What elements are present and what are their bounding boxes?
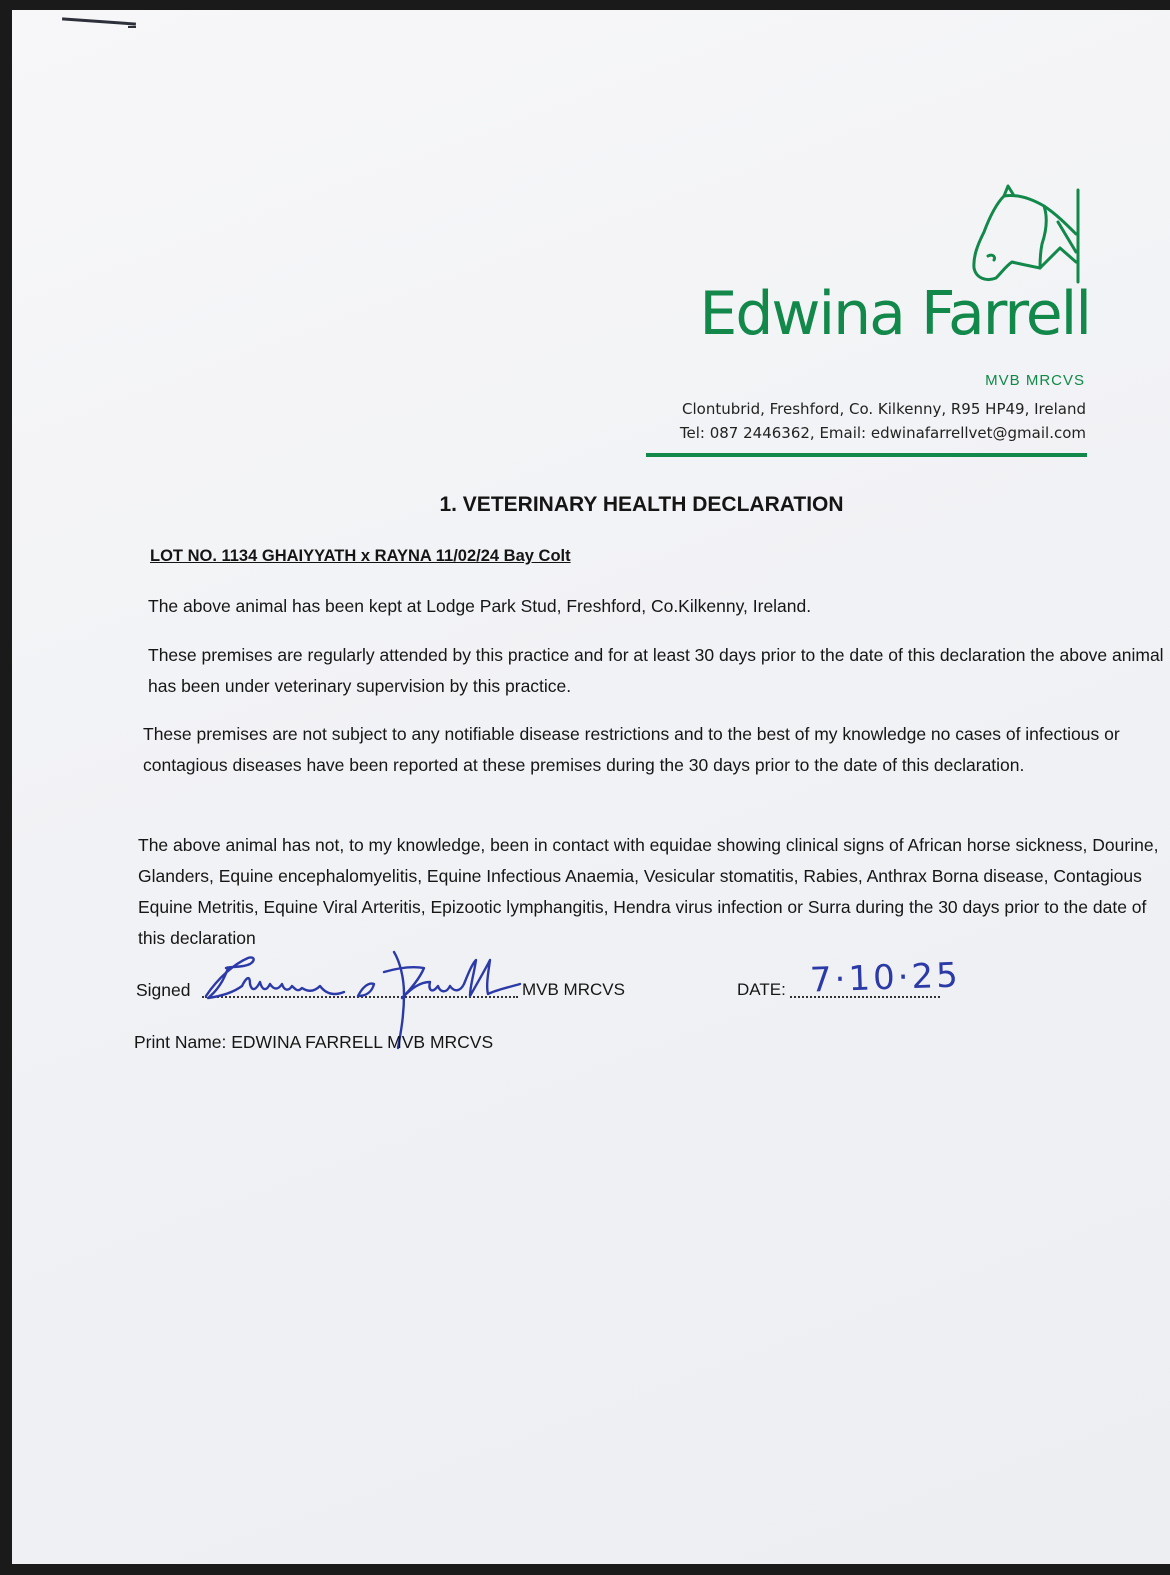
paragraph-location: The above animal has been kept at Lodge Park Stud, Freshford, Co.Kilkenny, Ireland. [148, 596, 812, 616]
date-label: DATE: [737, 980, 786, 999]
pen-stroke-tick [128, 26, 136, 28]
paragraph-supervision: These premises are regularly attended by this practice and for at least 30 days prior to the date of this declaration the above animal has been under veterinary supervision by this practice. [148, 645, 1164, 696]
signature-qualifications: MVB MRCVS [522, 980, 625, 999]
photo-edge [0, 1564, 1170, 1575]
practice-qualifications: MVB MRCVS [985, 372, 1085, 389]
handwritten-date: 7·10·25 [809, 955, 962, 1001]
print-name: Print Name: EDWINA FARRELL MVB MRCVS [134, 1032, 494, 1052]
practice-name: Edwina Farrell [699, 279, 1090, 349]
lot-heading: LOT NO. 1134 GHAIYYATH x RAYNA 11/02/24 Bay Colt [150, 547, 571, 565]
signed-label: Signed [136, 980, 191, 1000]
practice-contact: Tel: 087 2446362, Email: edwinafarrellvet@gmail.com [679, 424, 1086, 442]
horse-head-icon [968, 182, 1088, 292]
paragraph-restrictions: These premises are not subject to any notifiable disease restrictions and to the best of my knowledge no cases of infectious or contagious diseases have been reported at these premises during the 30 days prior to the date of this declaration. [143, 724, 1120, 775]
declaration-title: 1. VETERINARY HEALTH DECLARATION [439, 493, 844, 516]
paragraph-contact-diseases: The above animal has not, to my knowledge, been in contact with equidae showing clinical signs of African horse sickness, Dourine, Glanders, Equine encephalomyelitis, Equine Infectious Anaemia, Vesicular stomatitis, Rabies, Anthrax Borna disease, Contagious Equine Metritis, Equine Viral Arteritis, Epizootic lymphangitis, Hendra virus infection or Surra during the 30 days prior to the date of this declaration [138, 835, 1159, 948]
letterhead-divider [646, 453, 1087, 457]
practice-address: Clontubrid, Freshford, Co. Kilkenny, R95 HP49, Ireland [682, 400, 1086, 418]
